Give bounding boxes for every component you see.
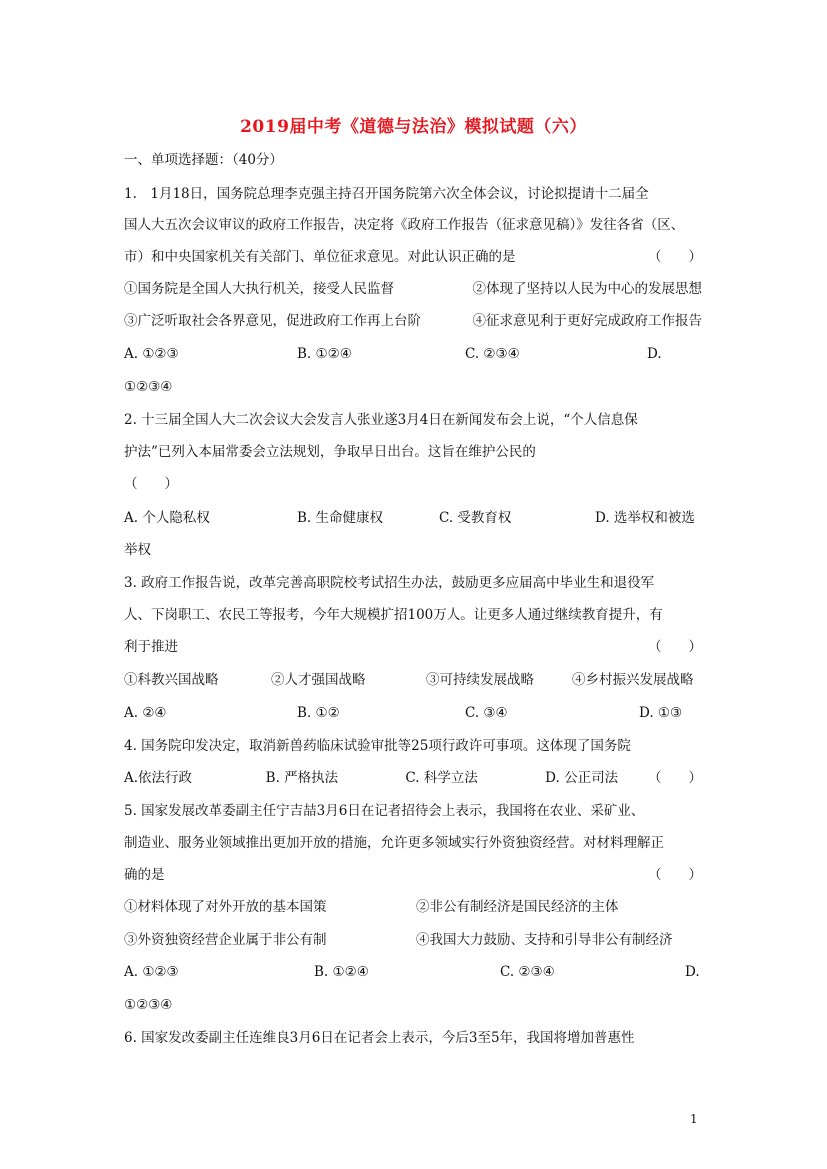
q1-option-a: A. ①②③ [124, 346, 179, 362]
q1-option-d-overflow: ①②③④ [124, 379, 173, 395]
q5-statement-4: ④我国大力鼓励、支持和引导非公有制经济 [416, 932, 673, 948]
q1-statement-3: ③广泛听取社会各界意见，促进政府工作再上台阶 [124, 313, 421, 329]
q1-statement-2: ②体现了坚持以人民为中心的发展思想 [472, 281, 702, 297]
page-number: 1 [690, 1112, 698, 1126]
q5-stem-text: 确的是 [124, 867, 165, 883]
q1-statement-row-2 [124, 312, 702, 330]
q1-statement-4: ④征求意见利于更好完成政府工作报告 [472, 313, 702, 329]
q5-option-d-overflow: ①②③④ [124, 997, 173, 1013]
q1-statement-1: ①国务院是全国人大执行机关，接受人民监督 [124, 281, 394, 297]
q1-stem-line-2: 国人大五次会议审议的政府工作报告，决定将《政府工作报告（征求意见稿）》发往各省（区、 [124, 217, 685, 233]
q5-options [124, 963, 702, 981]
q4-option-a: A.依法行政 [124, 770, 193, 786]
q3-option-c: C. ③④ [465, 705, 508, 721]
q2-option-c: C. 受教育权 [439, 510, 512, 526]
q5-stem-line-1: 5. 国家发展改革委副主任宁吉喆3月6日在记者招待会上表示，我国将在农业、采矿业、 [124, 803, 645, 819]
q5-option-d: D. [685, 964, 700, 980]
q1-stem-line-1: 1. 1月18日，国务院总理李克强主持召开国务院第六次全体会议，讨论拟提请十二届全 [124, 186, 649, 202]
q3-statements [124, 671, 702, 689]
q4-stem-line-1: 4. 国务院印发决定，取消新兽药临床试验审批等25项行政许可事项。这体现了国务院 [124, 738, 631, 754]
q1-statement-row-1 [124, 280, 702, 298]
q2-stem-line-1: 2. 十三届全国人大二次会议大会发言人张业遂3月4日在新闻发布会上说，“个人信息保 [124, 412, 638, 428]
document-title: 2019届中考《道德与法治》模拟试题（六） [240, 117, 587, 137]
q4-option-b: B. 严格执法 [265, 770, 339, 786]
q3-option-d: D. ①③ [639, 705, 683, 721]
q5-statement-3: ③外资独资经营企业属于非公有制 [124, 932, 327, 948]
q3-stem-text: 利于推进 [124, 639, 178, 655]
q3-statement-4: ④乡村振兴发展战略 [572, 672, 694, 688]
q5-statement-1: ①材料体现了对外开放的基本国策 [124, 899, 327, 915]
q3-answer-bracket: （ ） [648, 639, 702, 655]
q3-option-b: B. ①② [297, 705, 340, 721]
q3-stem-line-2: 人、下岗职工、农民工等报考，今年大规模扩招100万人。让更多人通过继续教育提升，有 [124, 607, 663, 623]
q3-statement-1: ①科教兴国战略 [124, 672, 219, 688]
q6-stem-line-1: 6. 国家发改委副主任连维良3月6日在记者会上表示，今后3至5年，我国将增加普惠性 [124, 1030, 635, 1046]
q2-options [124, 509, 702, 527]
q2-stem-line-2: 护法”已列入本届常委会立法规划，争取早日出台。这旨在维护公民的 [124, 444, 536, 460]
q5-answer-bracket: （ ） [648, 867, 702, 883]
q3-statement-2: ②人才强国战略 [271, 672, 366, 688]
q4-answer-bracket: （ ） [648, 770, 702, 786]
q5-stem-line-2: 制造业、服务业领域推出更加开放的措施，允许更多领域实行外资独资经营。对材料理解正 [124, 835, 664, 851]
q1-answer-bracket: （ ） [648, 249, 702, 265]
q5-option-a: A. ①②③ [124, 964, 179, 980]
q3-stem-line-1: 3. 政府工作报告说，改革完善高职院校考试招生办法，鼓励更多应届高中毕业生和退役军 [124, 575, 655, 591]
q4-options [124, 769, 702, 787]
q1-options [124, 345, 702, 363]
q3-statement-3: ③可持续发展战略 [426, 672, 534, 688]
q5-option-b: B. ①②④ [314, 964, 369, 980]
q1-option-d: D. [647, 346, 662, 362]
q5-option-c: C. ②③④ [500, 964, 555, 980]
q4-option-d: D. 公正司法 [545, 770, 619, 786]
q5-stem-line-3 [124, 866, 702, 884]
q3-option-a: A. ②④ [124, 705, 167, 721]
q2-option-d-overflow: 举权 [124, 542, 151, 558]
q1-option-c: C. ②③④ [465, 346, 520, 362]
q2-option-d: D. 选举权和被选 [595, 510, 695, 526]
q4-option-c: C. 科学立法 [405, 770, 478, 786]
q2-option-b: B. 生命健康权 [297, 510, 384, 526]
q5-statement-row-1 [124, 898, 702, 916]
section-heading: 一、单项选择题：（40分） [124, 152, 283, 168]
q3-options [124, 704, 702, 722]
q1-stem-text: 市）和中央国家机关有关部门、单位征求意见。对此认识正确的是 [124, 249, 516, 265]
q5-statement-row-2 [124, 931, 702, 949]
q1-option-b: B. ①②④ [297, 346, 352, 362]
q1-stem-line-3 [124, 248, 702, 266]
q3-stem-line-3 [124, 638, 702, 656]
q5-statement-2: ②非公有制经济是国民经济的主体 [416, 899, 619, 915]
q2-option-a: A. 个人隐私权 [124, 510, 210, 526]
q2-answer-bracket: （ ） [124, 476, 178, 492]
